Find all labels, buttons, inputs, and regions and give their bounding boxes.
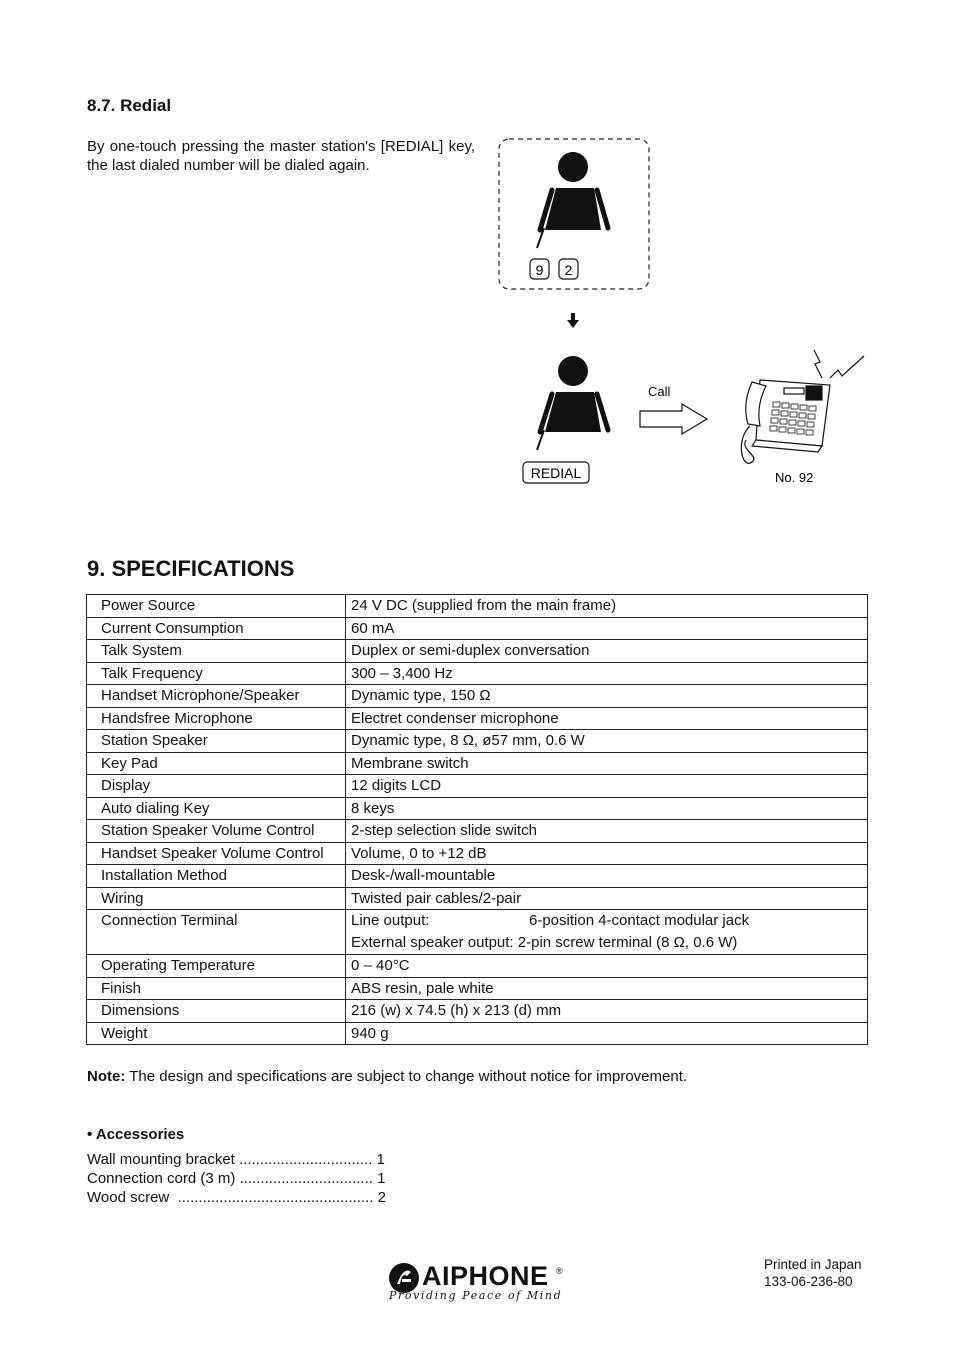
- table-row: [87, 865, 868, 888]
- spec-label: Finish: [87, 977, 346, 1000]
- spec-label: Connection Terminal: [87, 910, 346, 955]
- spec-label: Talk Frequency: [87, 662, 346, 685]
- section-heading-redial: 8.7. Redial: [87, 96, 172, 115]
- svg-text:2: 2: [564, 262, 573, 278]
- logo-registered: ®: [556, 1266, 563, 1276]
- spec-label: Auto dialing Key: [87, 797, 346, 820]
- spec-label: Weight: [87, 1022, 346, 1045]
- spec-label: Station Speaker: [87, 730, 346, 753]
- table-row: [87, 842, 868, 865]
- table-row: [87, 977, 868, 1000]
- spec-label: Handset Microphone/Speaker: [87, 685, 346, 708]
- accessories-title: • Accessories: [87, 1126, 185, 1143]
- spec-value: Electret condenser microphone: [346, 707, 868, 730]
- table-row: [87, 887, 868, 910]
- svg-text:REDIAL: REDIAL: [530, 465, 582, 481]
- table-row: [87, 640, 868, 663]
- external-speaker-output: External speaker output: 2-pin screw terminal (8 Ω, 0.6 W): [351, 934, 738, 951]
- spec-value: Twisted pair cables/2-pair: [346, 887, 868, 910]
- svg-text:9: 9: [535, 262, 544, 278]
- spec-value: Dynamic type, 8 Ω, ø57 mm, 0.6 W: [346, 730, 868, 753]
- spec-value: 300 – 3,400 Hz: [346, 662, 868, 685]
- spec-value: 12 digits LCD: [346, 775, 868, 798]
- spec-label: Wiring: [87, 887, 346, 910]
- table-row: [87, 685, 868, 708]
- table-row: [87, 617, 868, 640]
- table-row: [87, 707, 868, 730]
- printed-in: Printed in Japan: [764, 1257, 862, 1272]
- spec-value: Dynamic type, 150 Ω: [346, 685, 868, 708]
- redial-key: [523, 462, 589, 483]
- accessories-list: [87, 1150, 386, 1207]
- spec-label: Operating Temperature: [87, 955, 346, 978]
- section-heading-specifications: 9. SPECIFICATIONS: [87, 556, 295, 581]
- list-item: Connection cord (3 m) ................................ 1: [87, 1170, 386, 1187]
- right-arrow-icon: [640, 404, 707, 434]
- spec-value: Volume, 0 to +12 dB: [346, 842, 868, 865]
- logo-wordmark: AIPHONE: [422, 1261, 549, 1291]
- spec-value: 216 (w) x 74.5 (h) x 213 (d) mm: [346, 1000, 868, 1023]
- table-row: [87, 730, 868, 753]
- list-item: Wall mounting bracket ................................ 1: [87, 1151, 385, 1168]
- spec-value: 60 mA: [346, 617, 868, 640]
- table-row: [87, 955, 868, 978]
- document-code: 133-06-236-80: [764, 1274, 853, 1289]
- down-arrow-icon: [567, 313, 579, 328]
- spec-value: 2-step selection slide switch: [346, 820, 868, 843]
- spec-label: Power Source: [87, 595, 346, 618]
- spec-value-connection: [346, 910, 868, 955]
- telephone-icon: [741, 380, 830, 463]
- logo-tagline: Providing Peace of Mind: [389, 1289, 563, 1302]
- table-row: [87, 595, 868, 618]
- specifications-table: [86, 594, 868, 1045]
- redial-illustration: [0, 0, 954, 540]
- table-row: [87, 752, 868, 775]
- spec-label: Handset Speaker Volume Control: [87, 842, 346, 865]
- spec-label: Display: [87, 775, 346, 798]
- table-row: [87, 797, 868, 820]
- spec-label: Talk System: [87, 640, 346, 663]
- spec-value: ABS resin, pale white: [346, 977, 868, 1000]
- table-row: [87, 775, 868, 798]
- spec-label: Installation Method: [87, 865, 346, 888]
- note-label: Note:: [87, 1068, 126, 1085]
- call-label: Call: [648, 384, 671, 399]
- print-info: [764, 1256, 862, 1290]
- spec-value: Membrane switch: [346, 752, 868, 775]
- line-output: Line output: 6-position 4-contact modular jack: [351, 912, 750, 929]
- key-2: [559, 259, 578, 279]
- redial-description: By one-touch pressing the master station's [REDIAL] key, the last dialed number will be dialed again.: [87, 138, 475, 174]
- table-row: [87, 662, 868, 685]
- spec-value: 8 keys: [346, 797, 868, 820]
- spec-value: 0 – 40°C: [346, 955, 868, 978]
- station-label: No. 92: [775, 470, 814, 485]
- spec-value: Duplex or semi-duplex conversation: [346, 640, 868, 663]
- ringing-icon: [814, 350, 864, 378]
- person-icon: [537, 152, 608, 248]
- table-row: [87, 910, 868, 955]
- spec-label: Dimensions: [87, 1000, 346, 1023]
- note: [87, 1068, 687, 1085]
- aiphone-logo: [386, 1260, 576, 1306]
- table-row: [87, 1000, 868, 1023]
- spec-value: Desk-/wall-mountable: [346, 865, 868, 888]
- person-icon: [537, 356, 608, 450]
- table-row: [87, 1022, 868, 1045]
- spec-value: 24 V DC (supplied from the main frame): [346, 595, 868, 618]
- key-9: [530, 259, 549, 279]
- spec-label: Current Consumption: [87, 617, 346, 640]
- spec-label: Handsfree Microphone: [87, 707, 346, 730]
- table-row: [87, 820, 868, 843]
- spec-value: 940 g: [346, 1022, 868, 1045]
- spec-label: Key Pad: [87, 752, 346, 775]
- list-item: Wood screw ............................................... 2: [87, 1189, 386, 1206]
- note-text: The design and specifications are subject to change without notice for improvement.: [125, 1068, 688, 1085]
- spec-label: Station Speaker Volume Control: [87, 820, 346, 843]
